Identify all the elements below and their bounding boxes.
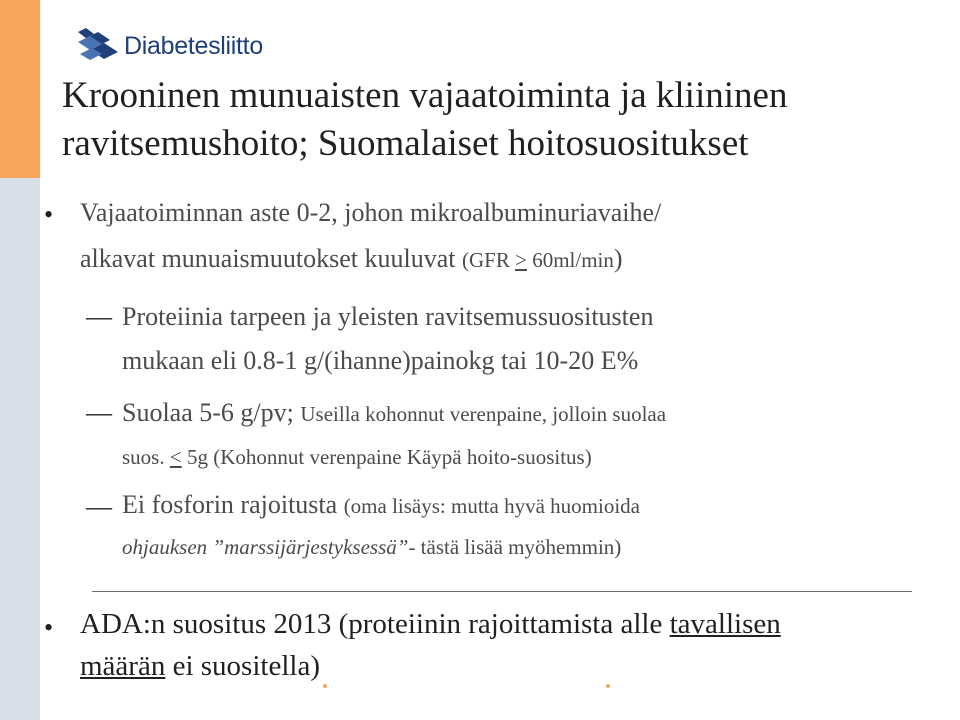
- subitem-2-line-1: [122, 398, 666, 428]
- accent-stripe-top: [0, 0, 40, 178]
- subitem-2-line-2-a: suos.: [122, 445, 170, 469]
- bullet-2-line-2: [80, 650, 320, 683]
- subitem-3-line-1: [122, 490, 640, 520]
- gfr-operator: >: [515, 248, 527, 272]
- bullet-marker: •: [44, 200, 54, 229]
- bullet-2-underlined: tavallisen: [669, 608, 781, 640]
- slide-title: Krooninen munuaisten vajaatoiminta ja kliininen ravitsemushoito; Suomalaiset hoitosuositukset: [62, 75, 788, 164]
- divider-line: [92, 591, 912, 592]
- subitem-2-main: Suolaa 5-6 g/pv;: [122, 398, 301, 427]
- bullet-2-underlined-2: määrän: [80, 650, 166, 682]
- subitem-3-line-2: [122, 535, 621, 560]
- bullet-marker: •: [44, 613, 54, 642]
- decorative-dot: [606, 684, 610, 688]
- subitem-2-operator: <: [169, 445, 182, 469]
- subitem-2-line-2-b: 5g (Kohonnut verenpaine Käypä hoito-suositus): [181, 445, 592, 469]
- accent-stripe-bottom: [0, 178, 40, 720]
- subitem-2-note: Useilla kohonnut verenpaine, jolloin suolaa: [300, 402, 667, 426]
- gfr-close: ): [613, 244, 623, 273]
- decorative-dot: [323, 684, 327, 688]
- bullet-1-line-1: Vajaatoiminnan aste 0-2, johon mikroalbuminuriavaihe/: [80, 198, 662, 227]
- bullet-2-rest: ei suositella): [165, 650, 320, 682]
- bullet-1-line-2: [80, 244, 623, 274]
- logo-wordmark: Diabetesliitto: [124, 32, 263, 60]
- bullet-2-line-1: [80, 608, 781, 641]
- bullet-2-text: ADA:n suositus 2013 (proteiinin rajoittamista alle: [80, 608, 670, 640]
- gfr-value: 60ml/min: [526, 248, 614, 272]
- subitem-3-italic: ohjauksen ”marssijärjestyksessä”: [122, 535, 409, 559]
- subitem-1-line-2: mukaan eli 0.8-1 g/(ihanne)painokg tai 10-20 E%: [122, 346, 639, 375]
- subitem-1-line-1: Proteiinia tarpeen ja yleisten ravitsemussuositusten: [122, 302, 654, 331]
- subitem-3-note: (oma lisäys: mutta hyvä huomioida: [343, 494, 640, 518]
- dash-marker: —: [86, 302, 112, 331]
- diabetesliitto-logo-icon: [76, 28, 120, 64]
- bullet-1-text: alkavat munuaismuutokset kuuluvat: [80, 244, 462, 273]
- subitem-3-rest: - tästä lisää myöhemmin): [408, 535, 622, 559]
- dash-marker: —: [86, 398, 112, 427]
- gfr-open: (GFR: [462, 248, 516, 272]
- subitem-2-line-2: [122, 445, 592, 470]
- dash-marker: —: [86, 492, 112, 521]
- subitem-3-main: Ei fosforin rajoitusta: [122, 490, 344, 519]
